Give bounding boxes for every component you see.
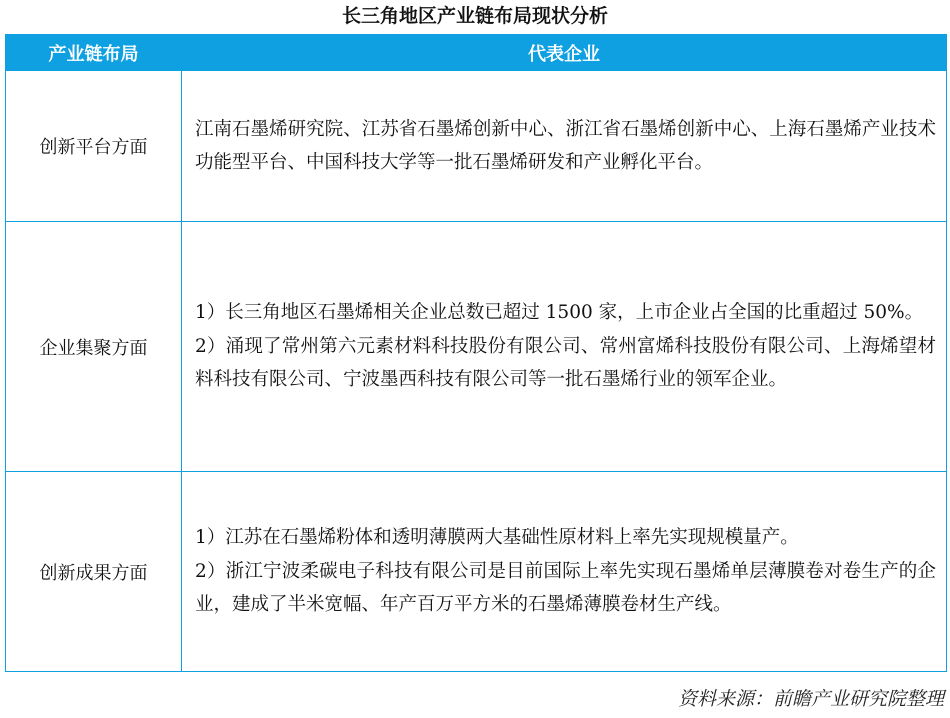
table-row (6, 472, 947, 672)
row-content (182, 222, 947, 472)
table-row (6, 222, 947, 472)
content-paragraph: 1）江苏在石墨烯粉体和透明薄膜两大基础性原材料上率先实现规模量产。 (195, 527, 799, 549)
header-industry-chain-layout: 产业链布局 (6, 35, 182, 71)
content-paragraph: 江南石墨烯研究院、江苏省石墨烯创新中心、浙江省石墨烯创新中心、上海石墨烯产业技术功能型平台、中国科技大学等一批石墨烯研发和产业孵化平台。 (195, 118, 936, 173)
content-paragraph: 2）涌现了常州第六元素材料科技股份有限公司、常州富烯科技股份有限公司、上海烯望材料科技有限公司、宁波墨西科技有限公司等一批石墨烯行业的领军企业。 (195, 335, 936, 391)
row-label: 创新成果方面 (6, 472, 182, 672)
industry-chain-table (5, 34, 947, 672)
header-representative-companies: 代表企业 (182, 35, 947, 71)
row-label: 创新平台方面 (6, 71, 182, 222)
table-title: 长三角地区产业链布局现状分析 (341, 5, 608, 27)
table-header-row (6, 35, 947, 71)
row-label: 企业集聚方面 (6, 222, 182, 472)
content-paragraph: 2）浙江宁波柔碳电子科技有限公司是目前国际上率先实现石墨烯单层薄膜卷对卷生产的企业，建成了半米宽幅、年产百万平方米的石墨烯薄膜卷材生产线。 (195, 560, 936, 616)
source-note: 资料来源：前瞻产业研究院整理 (677, 688, 944, 710)
row-content (182, 472, 947, 672)
table-row (6, 71, 947, 222)
content-paragraph: 1）长三角地区石墨烯相关企业总数已超过 1500 家，上市企业占全国的比重超过 50%。 (195, 302, 924, 324)
row-content (182, 71, 947, 222)
